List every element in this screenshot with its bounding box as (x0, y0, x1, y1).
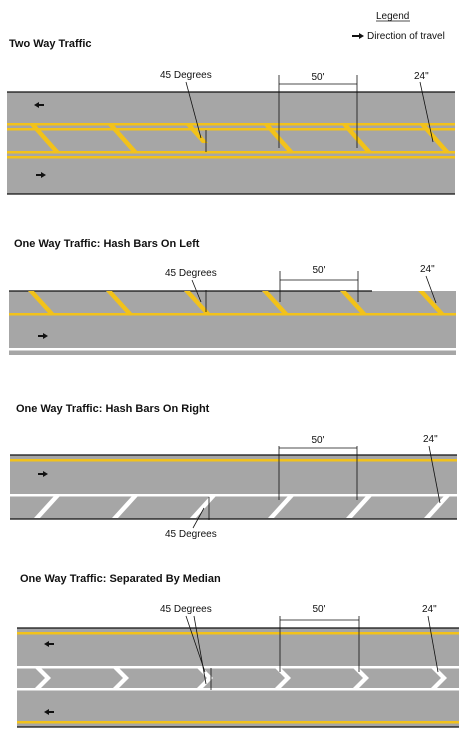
legend (352, 11, 445, 42)
angle-label: 45 Degrees (160, 604, 212, 615)
panel-title: One Way Traffic: Hash Bars On Right (16, 403, 210, 415)
panel-hash-bars-left (9, 238, 456, 355)
direction-arrow-icon (352, 33, 364, 39)
panel-title: One Way Traffic: Hash Bars On Left (14, 238, 200, 250)
spacing-label: 50' (312, 265, 326, 276)
angle-label: 45 Degrees (165, 529, 217, 540)
white-line (10, 494, 457, 497)
legend-title: Legend (376, 11, 410, 22)
spacing-label: 50' (312, 604, 326, 615)
road-surface (9, 291, 456, 355)
yellow-line (7, 151, 455, 154)
panel-title: Two Way Traffic (9, 38, 92, 50)
angle-label: 45 Degrees (160, 70, 212, 81)
width-label: 24" (423, 434, 438, 445)
width-label: 24" (422, 604, 437, 615)
spacing-label: 50' (311, 72, 325, 83)
yellow-line (17, 632, 459, 635)
panel-separated-by-median (17, 573, 459, 727)
yellow-line (7, 128, 455, 131)
angle-label: 45 Degrees (165, 268, 217, 279)
yellow-line (7, 156, 455, 159)
road-surface (10, 455, 457, 519)
width-label: 24" (420, 264, 435, 275)
panel-title: One Way Traffic: Separated By Median (20, 573, 221, 585)
legend-arrow-label: Direction of travel (367, 31, 445, 42)
yellow-line (17, 721, 459, 724)
road-surface (7, 92, 455, 194)
road-surface (17, 628, 459, 727)
white-line (17, 688, 459, 691)
spacing-label: 50' (311, 435, 325, 446)
panel-hash-bars-right (10, 403, 457, 540)
white-edge-line (9, 348, 456, 351)
panel-two-way (7, 38, 455, 194)
yellow-line (7, 123, 455, 126)
white-line (17, 666, 459, 669)
yellow-line (9, 313, 456, 316)
width-label: 24" (414, 71, 429, 82)
yellow-line (10, 459, 457, 462)
